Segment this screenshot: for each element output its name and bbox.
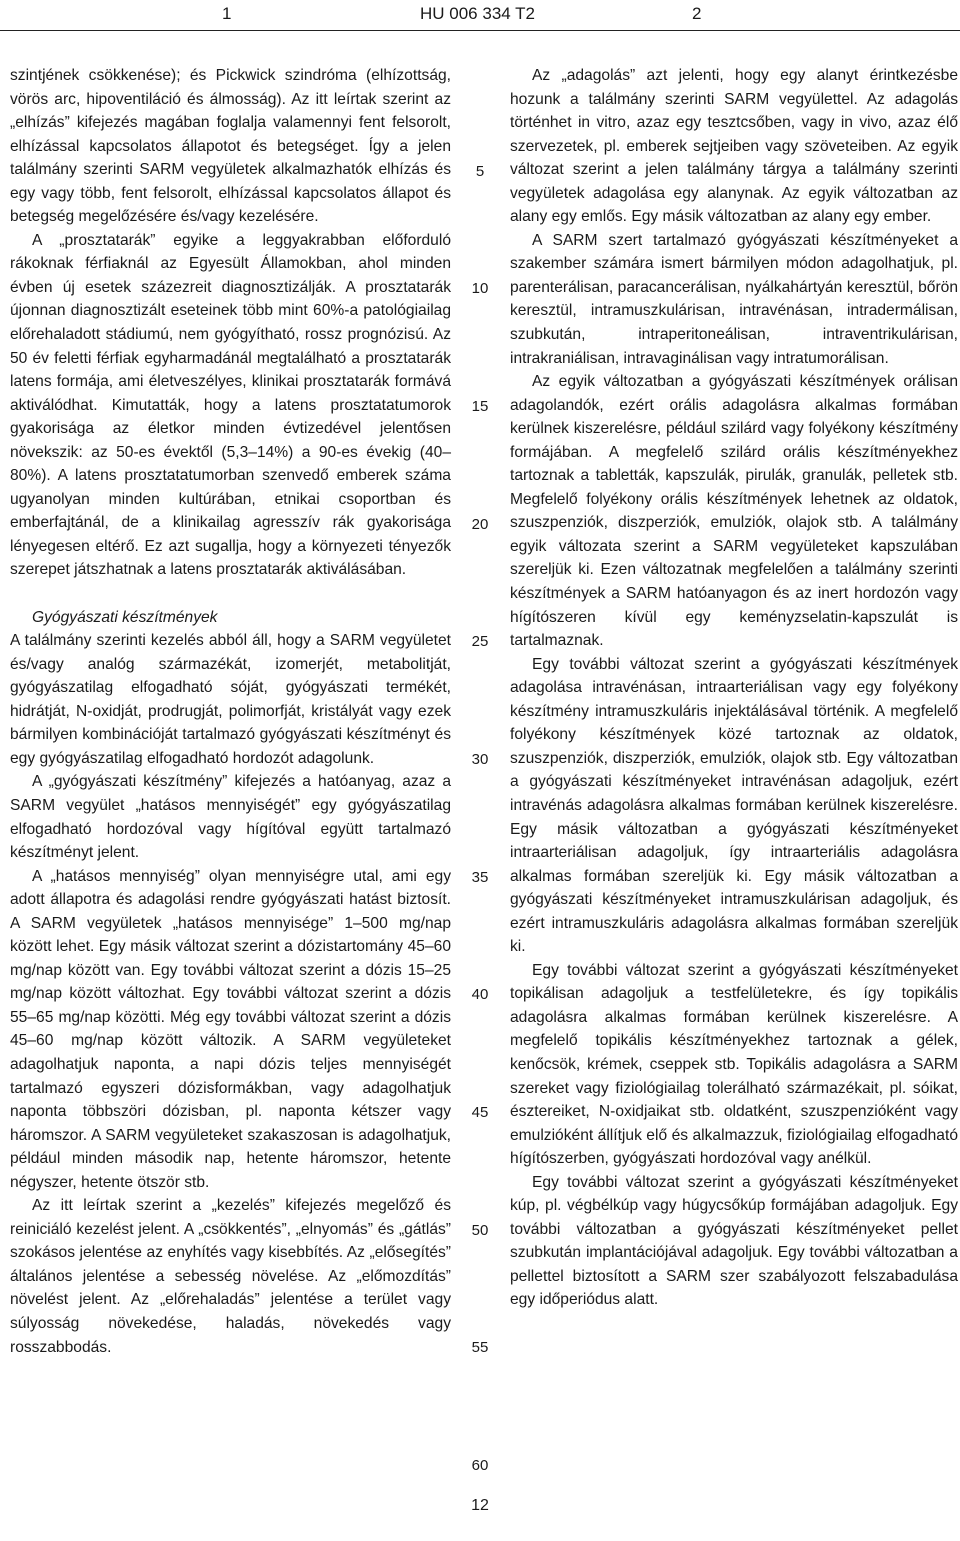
line-number: 55 (471, 1339, 489, 1356)
line-number: 60 (471, 1457, 489, 1474)
paragraph: A „gyógyászati készítmény” kifejezés a hatóanyag, azaz a SARM vegyület „hatásos mennyiségét” egy gyógyászatilag elfogadható hordozóval vagy hígítóval együtt tartalmazó készítményt jelent. (10, 773, 451, 862)
paragraph: A találmány szerinti kezelés abból áll, hogy a SARM vegyületet és/vagy analóg származékát, izomerjét, metabolitját, gyógyászatilag elfogadható sóját, gyógyászati termékét, hidrátját, N-oxidját, prodrugját, polimorfját, kristályát vagy ezek bármilyen kombinációját tartalmazó gyógyászati készítményt és egy gyógyászatilag elfogadható hordozót adagolunk. (10, 632, 451, 767)
right-column (510, 64, 958, 1312)
paragraph: A „prosztatarák” egyike a leggyakrabban előforduló rákoknak férfiaknál az Egyesült Államokban, ahol minden évben új esetek százezreit diagnosztizálják. A prosztatarák újonnan diagnosztizált eseteinek több mint 60%-a patológiailag előrehaladott stádiumú, nem gyógyítható, rossz prognózisú. Az 50 év feletti férfiak egyharmadánál megtalálható a prosztatarák latens formája, ami életveszélyes, klinikai prosztatarák formává aktiválódhat. Kimutatták, hogy a latens prosztatatumorok gyakorisága az életkor minden évtizedével jelentősen növekszik: az 50-es évektől (5,3–14%) a 90-es évekig (40–80%). A latens prosztatatumorban szenvedő emberek száma ugyanolyan minden kultúrában, etnikai csoportban és emberfajtánál, de a klinikailag agresszív rák gyakorisága lényegesen eltérő. Ez azt sugallja, hogy a környezeti tényezők szerepet játszhatnak a latens prosztatarák aktiválásában. (10, 231, 451, 579)
line-number: 5 (475, 163, 485, 180)
left-column (10, 64, 451, 1359)
line-number: 20 (471, 516, 489, 533)
paragraph: Az egyik változatban a gyógyászati készítmények orálisan adagolandók, ezért orális adagolásra alkalmas formában kerülnek kiszerelésre, például szilárd vagy folyékony készítmény formájában. A megfelelő szilárd orális készítményekhez tartoznak a tabletták, kapszulák, pirulák, granulák, pelletek stb. Megfelelő folyékony orális készítmények lehetnek az oldatok, szuszpenziók, diszperziók, emulziók, olajok stb. A találmány egyik változata szerint a SARM vegyületeket kapszulában szereljük ki. Ezen változatnak megfelelően a találmány szerinti készítmények a SARM hatóanyagon és az inert hordozón vagy hígítószeren kívül egy keményzselatin-kapszulát is tartalmaznak. (510, 373, 958, 650)
document-id: HU 006 334 T2 (420, 4, 535, 23)
line-number: 10 (471, 280, 489, 297)
paragraph: Egy további változat szerint a gyógyászati készítmények adagolása intravénásan, intraarteriálisan vagy egy folyékony készítmény intramuszkuláris injektálásával történik. A megfelelő folyékony készítmények közé tartoznak az oldatok, szuszpenziók, diszperziók, emulziók, olajok stb. Egy változatban a gyógyászati készítményeket intravénásan adagoljuk, ezért intravénás adagolásra alkalmas formában kerülnek kiszerelésre. Egy másik változatban a gyógyászati készítményeket intraarteriálisan adagoljuk, így intraarteriális adagolásra alkalmas formában szereljük ki. Egy másik változatban a gyógyászati készítményeket intramuszkulárisan adagoljuk, és ezért intramuszkuláris adagolásra alkalmas formában szereljük ki. (510, 655, 958, 956)
paragraph: Egy további változat szerint a gyógyászati készítményeket kúp, pl. végbélkúp vagy húgycsőkúp formájában adagoljuk. Egy további változatban a gyógyászati készítményeket pellet szubkután implantációjával adagoljuk. Egy további változatban a pellettel biztosított a SARM szer szabályozott felszabadulása egy időperiódus alatt. (510, 1173, 958, 1309)
line-number: 40 (471, 986, 489, 1003)
right-page-number: 2 (692, 4, 702, 23)
line-number: 45 (471, 1104, 489, 1121)
line-number: 50 (471, 1222, 489, 1239)
paragraph: Egy további változat szerint a gyógyászati készítményeket topikálisan adagoljuk a testfelületekre, és így topikális adagolásra alkalmas formában kerülnek kiszerelésre. A megfelelő topikális készítményekhez tartoznak a gélek, kenőcsök, krémek, cseppek stb. Topikális adagolásra a SARM szereket vagy fiziológiailag tolerálható származékait, pl. sóikat, észtereiket, N-oxidjaikat stb. oldatként, szuszpenzióként vagy emulzióként állítjuk elő és alkalmazzuk, fiziológiailag elfogadható hígítószerben, gyógyászati hordozóval vagy anélkül. (510, 961, 958, 1168)
left-page-number: 1 (222, 4, 232, 23)
header-divider (0, 30, 960, 31)
line-number: 35 (471, 869, 489, 886)
paragraph: A „hatásos mennyiség” olyan mennyiségre utal, ami egy adott állapotra és adagolási rendre gyógyászati hatást biztosít. A SARM vegyületek „hatásos mennyisége” 1–500 mg/nap között lehet. Egy másik változat szerint a dózistartomány 45–60 mg/nap között van. Egy további változat szerint a dózis 15–25 mg/nap között változhat. Egy további változat szerint a dózis 55–65 mg/nap közötti. Még egy további változat szerint a dózis 45–60 mg/nap között változik. A SARM vegyületeket adagolhatjuk naponta, a napi dózis teljes mennyiségét tartalmazó egyszeri dózisformákban, vagy adagolhatjuk naponta többszöri dózisban, pl. naponta kétszer vagy háromszor. A SARM vegyületeket szakaszosan is adagolhatjuk, például minden második nap, hetente háromszor, hetente négyszer, hetente ötször stb. (10, 867, 451, 1191)
paragraph: szintjének csökkenése); és Pickwick szindróma (elhízottság, vörös arc, hipoventiláció és álmosság). Az itt leírtak szerint az „elhízás” kifejezés magában foglalja valamennyi fent felsorolt, elhízással kapcsolatos állapotot és betegséget. Így a jelen találmány szerinti SARM vegyületek alkalmazhatók elhízás és egy vagy több, fent felsorolt, elhízással kapcsolatos állapot és betegség megelőzésére és/vagy kezelésére. (10, 67, 451, 226)
section-heading: Gyógyászati készítmények (32, 608, 218, 626)
paragraph: Az „adagolás” azt jelenti, hogy egy alanyt érintkezésbe hozunk a találmány szerinti SARM vegyülettel. Az adagolás történhet in vitro, azaz egy tesztcsőben, vagy in vivo, azaz élő szervezetek, pl. emberek sejtjeiben vagy szöveteiben. Az egyik változat szerint a jelen találmány tárgya a találmány szerinti vegyületek adagolása egy alanynak. Az egyik változatban az alany egy emlős. Egy másik változatban az alany egy ember. (510, 67, 958, 226)
line-number: 15 (471, 398, 489, 415)
page-header (0, 0, 960, 32)
page-number: 12 (471, 1497, 489, 1514)
paragraph: Az itt leírtak szerint a „kezelés” kifejezés megelőző és reiniciáló kezelést jelent. A „csökkentés”, „elnyomás” és „gátlás” szokásos jelentése az enyhítés vagy kisebbítés. Az „elősegítés” általános jelentése a sebesség növelése. Az „előmozdítás” növelést jelent. Az „előrehaladás” jelentése a terület vagy súlyosság növekedése, haladás, növekedés vagy rosszabbodás. (10, 1197, 451, 1356)
line-number: 30 (471, 751, 489, 768)
line-number: 25 (471, 633, 489, 650)
paragraph: A SARM szert tartalmazó gyógyászati készítményeket a szakember számára ismert bármilyen módon adagolhatjuk, pl. parenterálisan, paracancerálisan, nyálkahártyán keresztül, bőrön keresztül, intramuszkulárisan, intravénásan, intradermálisan, szubkután, intraperitoneálisan, intraventrikulárisan, intrakraniálisan, intravaginálisan vagy intratumorálisan. (510, 231, 958, 367)
